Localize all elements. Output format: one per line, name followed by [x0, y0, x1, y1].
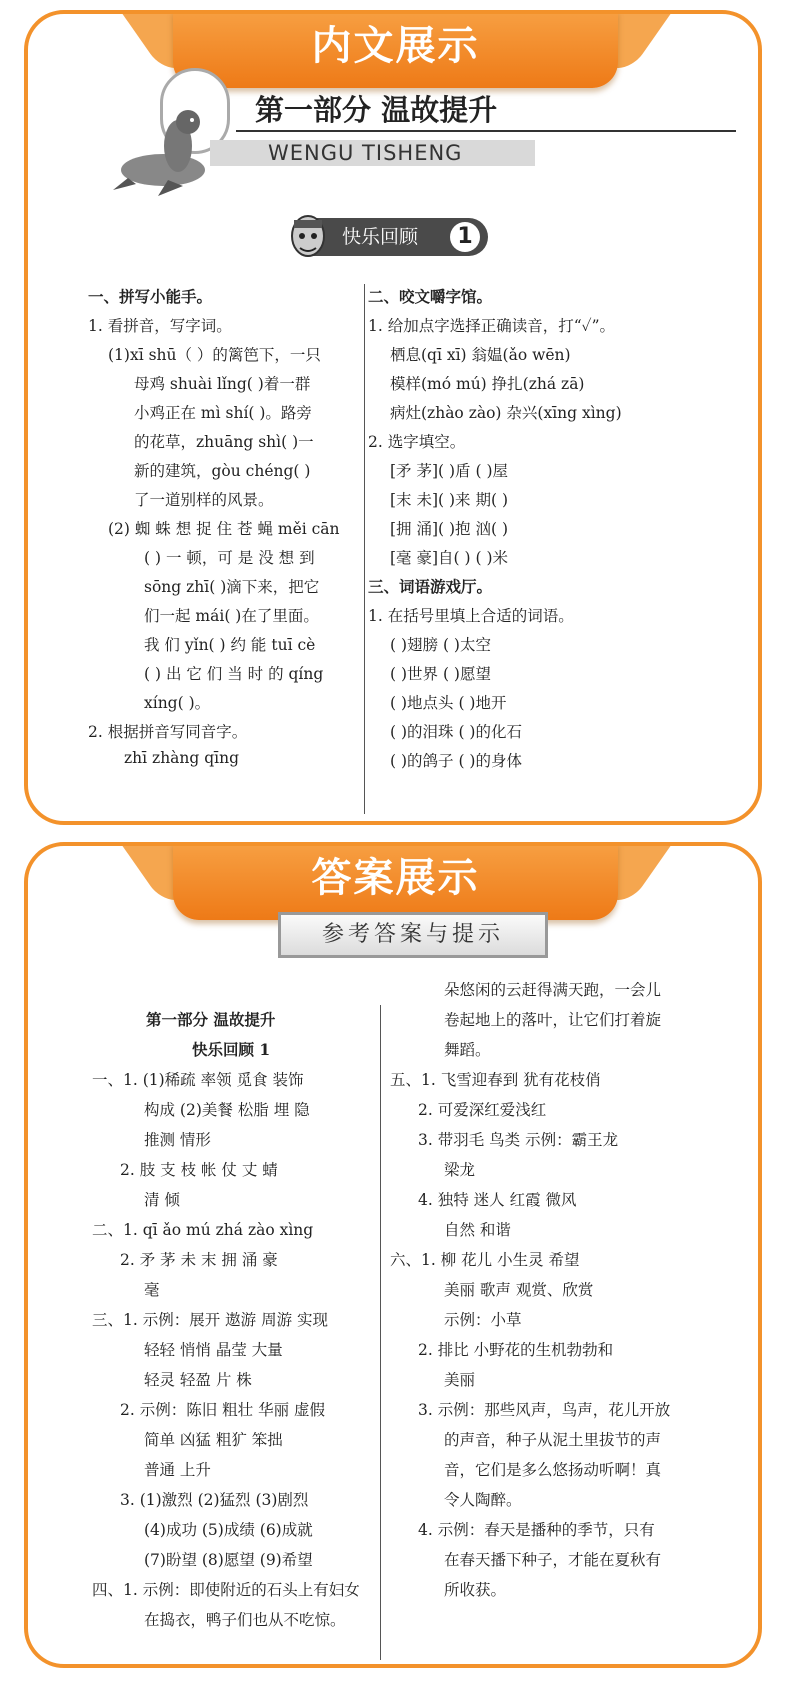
answer-line: 的声音，种子从泥土里拔节的声 [444, 1431, 662, 1449]
answer-line: 一、1. (1)稀疏 率领 觅食 装饰 [92, 1071, 304, 1089]
answer-line: 普通 上升 [144, 1461, 211, 1479]
answer-line: 示例：小草 [444, 1311, 522, 1329]
seal-mascot-icon [108, 108, 218, 200]
answer-line: 在春天播下种子，才能在夏秋有 [444, 1551, 662, 1569]
cartoon-face-icon [286, 212, 328, 260]
answer-right-column [390, 978, 730, 1662]
answer-line: 二、1. qī ǎo mú zhá zào xìng [92, 1221, 314, 1239]
badge-label: 快乐回顾 [342, 226, 419, 248]
column-divider [364, 284, 365, 814]
answer-line: 2. 示例：陈旧 粗壮 华丽 虚假 [120, 1401, 325, 1419]
reference-answer-title: 参考答案与提示 [278, 912, 548, 958]
answer-line: 三、1. 示例：展开 遨游 周游 实现 [92, 1311, 328, 1329]
answer-line: 4. 独特 迷人 红霞 微风 [418, 1191, 577, 1209]
section-badge [292, 218, 488, 256]
answer-line: 轻灵 轻盈 片 株 [144, 1371, 252, 1389]
question-line: ( )翅膀 ( )太空 [390, 636, 491, 654]
answer-line: 五、1. 飞雪迎春到 犹有花枝俏 [390, 1071, 601, 1089]
part-heading: 第一部分 温故提升 [146, 1010, 276, 1029]
content-preview-banner [173, 10, 618, 88]
answer-line: 3. 带羽毛 鸟类 示例：霸王龙 [418, 1131, 619, 1149]
answer-line: 音，它们是多么悠扬动听啊！真 [444, 1461, 662, 1479]
column-divider [380, 1005, 381, 1660]
question-line: 母鸡 shuài lǐng( )着一群 [134, 375, 311, 393]
answer-line: 2. 肢 支 枝 帐 仗 丈 蜻 [120, 1161, 278, 1179]
answer-line: 舞蹈。 [444, 1041, 491, 1059]
answer-line: 2. 排比 小野花的生机勃勃和 [418, 1341, 614, 1359]
answer-line: 六、1. 柳 花儿 小生灵 希望 [390, 1251, 580, 1269]
answer-line: 简单 凶猛 粗犷 笨拙 [144, 1431, 283, 1449]
part-title: 第一部分 温故提升 [255, 93, 498, 127]
answer-line: 构成 (2)美餐 松脂 埋 隐 [144, 1101, 310, 1119]
answer-line: 朵悠闲的云赶得满天跑，一会儿 [444, 981, 662, 999]
answer-line: 所收获。 [444, 1581, 507, 1599]
question-line: [毫 豪]自( ) ( )米 [390, 549, 508, 567]
question-line: [拥 涌]( )抱 汹( ) [390, 520, 508, 538]
answer-preview-banner [173, 842, 618, 920]
question-line: [矛 茅]( )盾 ( )屋 [390, 462, 508, 480]
answer-line: 4. 示例：春天是播种的季节，只有 [418, 1521, 655, 1539]
answer-line: 美丽 [444, 1371, 476, 1389]
answer-line: 3. 示例：那些风声，鸟声，花儿开放 [418, 1401, 671, 1419]
question-line: 的花草，zhuāng shì( )一 [134, 433, 314, 451]
answer-line: 自然 和谐 [444, 1221, 511, 1239]
question-line: ( )地点头 ( )地开 [390, 694, 507, 712]
answer-line: 四、1. 示例：即使附近的石头上有妇女 [92, 1581, 360, 1599]
question-line: 模样(mó mú) 挣扎(zhá zā) [390, 375, 585, 393]
answer-line: 美丽 歌声 观赏、欣赏 [444, 1281, 594, 1299]
question-line: ( )的鸽子 ( )的身体 [390, 752, 522, 770]
answer-line: 梁龙 [444, 1161, 476, 1179]
answer-line: (4)成功 (5)成绩 (6)成就 [144, 1521, 313, 1539]
question-line: 1. 给加点字选择正确读音，打“✓”。 [368, 317, 616, 335]
question-line: 栖息(qī xī) 翁媪(ǎo wēn) [390, 346, 571, 364]
question-line: 我 们 yǐn( ) 约 能 tuī cè [144, 636, 316, 654]
question-line: (1)xī shū（ ）的篱笆下，一只 [108, 346, 321, 364]
title-rule [236, 130, 736, 132]
answer-line: 毫 [144, 1281, 160, 1299]
question-line: 2. 选字填空。 [368, 433, 466, 451]
question-line: 1. 看拼音，写字词。 [88, 317, 232, 335]
question-line: ( )世界 ( )愿望 [390, 665, 491, 683]
part-subtitle: WENGU TISHENG [268, 141, 463, 165]
answer-line: 令人陶醉。 [444, 1491, 522, 1509]
question-line: 1. 在括号里填上合适的词语。 [368, 607, 574, 625]
question-line: 们一起 mái( )在了里面。 [144, 607, 319, 625]
answer-line: 2. 矛 茅 未 末 拥 涌 豪 [120, 1251, 278, 1269]
question-line: ( ) 出 它 们 当 时 的 qíng [144, 665, 324, 683]
question-line: zhī zhàng qīng [124, 749, 240, 767]
banner-title: 答案展示 [311, 855, 480, 901]
badge-number: 1 [450, 222, 480, 252]
question-line: 小鸡正在 mì shí( )。路旁 [134, 404, 312, 422]
question-line: ( ) 一 顿，可 是 没 想 到 [144, 549, 315, 567]
answer-line: 清 倾 [144, 1191, 180, 1209]
answer-line: 3. (1)激烈 (2)猛烈 (3)剧烈 [120, 1491, 309, 1509]
question-line: (2) 蜘 蛛 想 捉 住 苍 蝇 měi cān [108, 520, 340, 538]
question-line: xíng( )。 [144, 694, 211, 712]
section-heading: 二、咬文嚼字馆。 [368, 287, 493, 306]
answer-line: 推测 情形 [144, 1131, 211, 1149]
answer-line: 轻轻 悄悄 晶莹 大量 [144, 1341, 283, 1359]
question-line: sōng zhī( )滴下来，把它 [144, 578, 320, 596]
question-line: 新的建筑，gòu chéng( ) [134, 462, 311, 480]
section-heading: 三、词语游戏厅。 [368, 577, 493, 596]
question-line: 2. 根据拼音写同音字。 [88, 723, 248, 741]
question-line: [末 未]( )来 期( ) [390, 491, 508, 509]
answer-line: (7)盼望 (8)愿望 (9)希望 [144, 1551, 313, 1569]
section-heading: 快乐回顾 1 [192, 1040, 271, 1059]
answer-line: 在捣衣，鸭子们也从不吃惊。 [144, 1611, 346, 1629]
answer-line: 卷起地上的落叶，让它们打着旋 [444, 1011, 662, 1029]
section-heading: 一、拼写小能手。 [88, 287, 213, 306]
question-line: 了一道别样的风景。 [134, 491, 274, 509]
banner-title: 内文展示 [311, 23, 480, 69]
question-line: ( )的泪珠 ( )的化石 [390, 723, 522, 741]
answer-line: 2. 可爱深红爱浅红 [418, 1101, 547, 1119]
question-line: 病灶(zhào zào) 杂兴(xīng xìng) [390, 404, 622, 422]
